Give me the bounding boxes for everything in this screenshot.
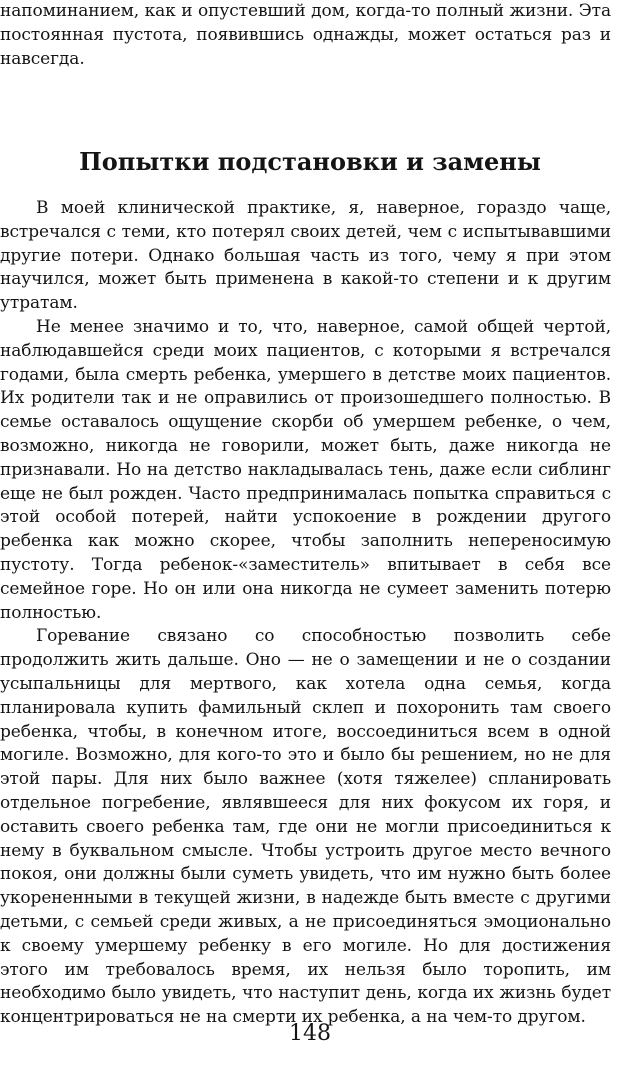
paragraph-3: Горевание связано со способностью позволить себе продолжить жить дальше. Оно — не о замещении и не о создании усыпальницы для мертвого, как хотела одна семья, когда планировала купить фамильный склеп и похоронить там своего ребенка, чтобы, в конечном итоге, воссоединиться всем в одной могиле. Возможно, для кого-то это и было бы решением, но не для этой пары. Для них было важнее (хотя тяжелее) спланировать отдельное погребение, являвшееся для них фокусом их горя, и оставить своего ребенка там, где они не могли присоединиться к нему в буквальном смысле. Чтобы устроить другое место вечного покоя, они должны были суметь увидеть, что им нужно быть более укорененными в текущей жизни, в надежде быть вместе с другими детьми, с семьей среди живых, а не присоединяться эмоционально к своему умершему ребенку в его могиле. Но для достижения этого им требовалось время, их нельзя было торопить, им необходимо было увидеть, что наступит день, когда их жизнь будет концентрироваться не на смерти их ребенка, а на чем-то другом.	[0, 626, 611, 1028]
paragraph-1: В моей клинической практике, я, наверное, гораздо чаще, встречался с теми, кто потерял своих детей, чем с испытывавшими другие потери. Однако большая часть из того, чему я при этом научился, может быть применена в какой-то степени и к другим утратам.	[0, 198, 611, 314]
section-body	[0, 197, 611, 1030]
section-heading: Попытки подстановки и замены	[79, 147, 541, 176]
page-number: 148	[289, 1021, 331, 1046]
continued-paragraph	[0, 0, 611, 71]
paragraph-2: Не менее значимо и то, что, наверное, самой общей чертой, наблюдавшейся среди моих пациентов, с которыми я встречался годами, была смерть ребенка, умершего в детстве моих пациентов. Их родители так и не оправились от произошедшего полностью. В семье оставалось ощущение скорби об умершем ребенке, о чем, возможно, никогда не говорили, может быть, даже никогда не признавали. Но на детство накладывалась тень, даже если сиблинг еще не был рожден. Часто предпринималась попытка справиться с этой особой потерей, найти успокоение в рождении другого ребенка как можно скорее, чтобы заполнить непереносимую пустоту. Тогда ребенок-«заместитель» впитывает в себя все семейное горе. Но он или она никогда не сумеет заменить потерю полностью.	[0, 316, 611, 623]
paragraph-continuation: напоминанием, как и опустевший дом, когда-то полный жизни. Эта постоянная пустота, появившись однажды, может остаться раз и навсегда.	[0, 1, 611, 69]
